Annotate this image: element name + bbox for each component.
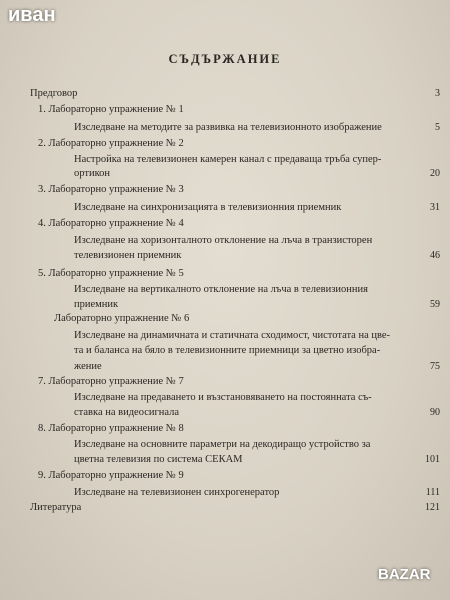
- watermark-logo: иван: [8, 4, 56, 26]
- watermark-stamp: BAZAR: [378, 566, 431, 583]
- book-page: иван СЪДЪРЖАНИЕ Предговор 3 1. Лабораторно упражнение № 1 Изследване на методите за развивка на телевизионното изображение 5 2. Лабораторно упражнение № 2 Настройка на телевизионен камерен канал с предаваща тръба супер- ортикон 20 3. Лабораторно упражнение № 3 Изследване на синхронизацията в телевизионния приемник 31 4. Лабораторно упражнение № 4 Изследване на хоризонталното отклонение на лъча в транзисторен телевизионен приемник 46 5. Лабораторно упражнение № 5 Изследване на вертикалното отклонение на лъча в телевизионния приемник 59 Лабораторно упражнение № 6 Изследване на динамичната и статичната сходимост, чистотата на цве- та и баланса на бяло в телевизионните приемници за цветно изобра- жение 75 7. Лабораторно упражнение № 7 Изследване на предаването и възстановяването на постоянната съ- ставка на видеосигнала 90 8. Лабораторно упражнение № 8 Изследване на основните параметри на декодиращо устройство за цветна телевизия по система СЕКАМ 101 9. Лабораторно упражнение № 9 Изследване на телевизионен синхрогенератор 111 Литература 121 BAZAR: [0, 0, 450, 600]
- page-title: СЪДЪРЖАНИЕ: [168, 52, 282, 66]
